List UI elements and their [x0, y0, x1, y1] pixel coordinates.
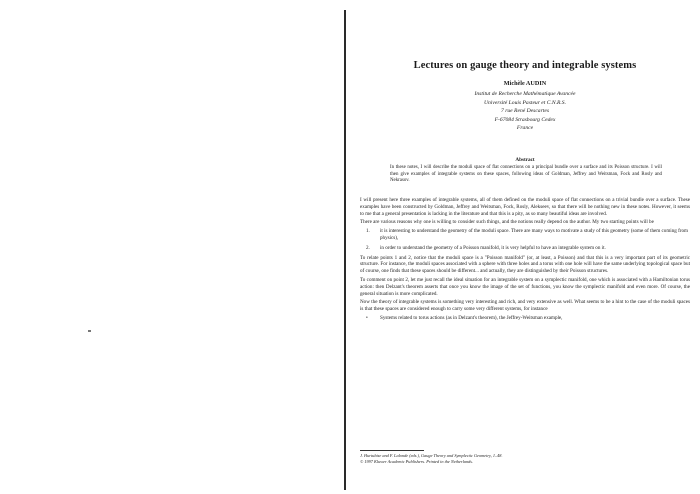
footnote-rule [360, 450, 424, 451]
affiliation-line: Institut de Recherche Mathématique Avancée [474, 91, 576, 97]
item-text: it is interesting to understand the geometry of the moduli space. There are many ways to motivate a study of this geometry (some of them coming from physics), [380, 228, 688, 241]
numbered-item [360, 245, 690, 252]
body-paragraph: Now the theory of integrable systems is something very interesting and rich, and very extensive as well. What seems to be a hint to the case of the moduli spaces is that these spaces are considered enough to carry some very different systems, for instance [360, 299, 690, 313]
body-paragraph: To relate points 1 and 2, notice that the moduli space is a "Poisson manifold" (or, at least, a Poisson) and that this is a very important part of its geometric structure. For instance, the moduli spaces associated with a sphere with three holes and a torus with one hole will have the same underlying topological space but of course, one finds that these spaces should be different... and actually, they are distinguished by their Poisson structures. [360, 254, 690, 275]
affiliation-line: France [516, 125, 534, 132]
item-number: 1. [366, 228, 370, 235]
footnote-line: © 1997 Kluwer Academic Publishers. Printed in the Netherlands. [360, 458, 473, 464]
affiliation-line: F-67084 Strasbourg Cedex [494, 116, 556, 123]
bullet-mark: • [366, 314, 368, 321]
body-paragraph: I will present here three examples of integrable systems, all of them defined on the moduli space of flat connections on a trivial bundle over a surface. These examples have been constructed by Goldman, Jeffrey and Weitsman, Fock, Rosly, Alekseev, so that there will be nothing new in these notes. However, it seems to me that a general presentation is lacking in the literature and that this is a pity, as so many beautiful ideas are involved. [360, 197, 690, 217]
paper-body [360, 197, 690, 325]
abstract-text: In these notes, I will describe the moduli space of flat connections on a principal bundle over a surface and its Poisson structure. I will then give examples of integrable systems on these spaces, following ideas of Goldman, Jeffrey and Weitsman, Fock and Rosly and Nekrasov. [390, 165, 662, 184]
body-paragraph: There are various reasons why one is willing to consider such things, and the notions really depend on the author. My two starting points will be [360, 219, 654, 226]
footnote [360, 453, 690, 465]
bullet-text: Systems related to torus actions (as in Delzant's theorem), the Jeffrey-Weitsman example, [380, 314, 563, 321]
scan-speck [88, 330, 91, 332]
affiliation-line: Université Louis Pasteur et C.N.R.S. [483, 99, 567, 106]
book-spine [344, 10, 346, 490]
footnote-line: J. Hurtubise and F. Lalonde (eds.), Gauge Theory and Symplectic Geometry, 1–48. [360, 453, 503, 458]
item-text: in order to understand the geometry of a Poisson manifold, it is very helpful to have an integrable system on it. [380, 244, 606, 251]
affiliation-line: 7 rue René Descartes [501, 108, 549, 115]
numbered-item [360, 228, 690, 242]
paper-page [360, 0, 690, 494]
bullet-item [360, 315, 690, 322]
affiliation-block [360, 90, 690, 133]
paper-title: Lectures on gauge theory and integrable systems [413, 60, 637, 71]
body-paragraph: To comment on point 2, let me just recall the ideal situation for an integrable system on a symplectic manifold, one which is associated with a Hamiltonian torus action: then Delzant's theorem asserts that once you know the image of the set of functions, you know the symplectic manifold and even more. Of course, the general situation is more complicated. [360, 276, 690, 297]
abstract-heading: Abstract [515, 157, 535, 163]
item-number: 2. [366, 244, 370, 251]
author-name: Michèle AUDIN [503, 80, 547, 87]
